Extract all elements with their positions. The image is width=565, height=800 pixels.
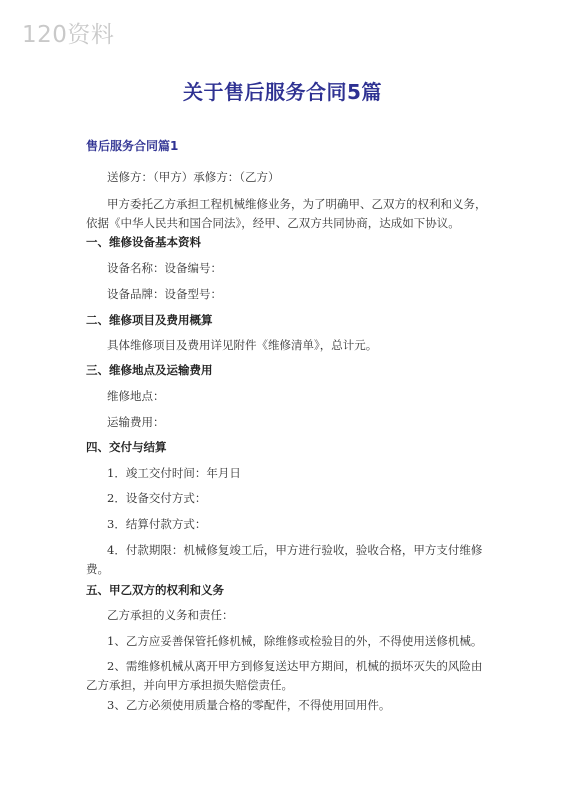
obligation-1-line: 1、乙方应妥善保管托修机械，除维修或检验目的外，不得使用送修机械。	[107, 634, 483, 648]
payment-method-line: 3．结算付款方式：	[107, 517, 207, 531]
section-title: 售后服务合同篇1	[86, 139, 179, 153]
payment-term-paragraph: 4．付款期限：机械修复竣工后，甲方进行验收，验收合格，甲方支付维修费。	[86, 543, 483, 576]
heading-equipment-info: 一、维修设备基本资料	[86, 235, 201, 249]
heading-repair-items: 二、维修项目及费用概算	[86, 313, 213, 327]
watermark: 120资料	[22, 22, 115, 48]
intro-paragraph: 甲方委托乙方承担工程机械维修业务，为了明确甲、乙双方的权利和义务，依据《中华人民共和国合同法》，经甲、乙双方共同协商，达成如下协议。	[86, 197, 487, 230]
equipment-name-line: 设备名称：设备编号：	[107, 261, 222, 275]
document-title: 关于售后服务合同5篇	[183, 80, 382, 104]
transport-cost-line: 运输费用：	[107, 415, 165, 429]
parties-line: 送修方：（甲方）承修方：（乙方）	[107, 170, 280, 184]
obligation-3-line: 3、乙方必须使用质量合格的零配件，不得使用回用件。	[107, 698, 391, 712]
delivery-method-line: 2．设备交付方式：	[107, 491, 207, 505]
repair-location-line: 维修地点：	[107, 389, 165, 403]
heading-delivery-settlement: 四、交付与结算	[86, 440, 167, 454]
heading-rights-obligations: 五、甲乙双方的权利和义务	[86, 583, 224, 597]
repair-items-line: 具体维修项目及费用详见附件《维修清单》，总计元。	[107, 338, 378, 352]
heading-location-transport: 三、维修地点及运输费用	[86, 363, 213, 377]
obligation-2-paragraph: 2、需维修机械从离开甲方到修复送达甲方期间，机械的损坏灭失的风险由乙方承担，并向甲方承担损失赔偿责任。	[86, 659, 483, 692]
equipment-brand-line: 设备品牌：设备型号：	[107, 287, 222, 301]
party-b-obligations-line: 乙方承担的义务和责任：	[107, 608, 234, 622]
delivery-time-line: 1．竣工交付时间：年月日	[107, 466, 241, 480]
